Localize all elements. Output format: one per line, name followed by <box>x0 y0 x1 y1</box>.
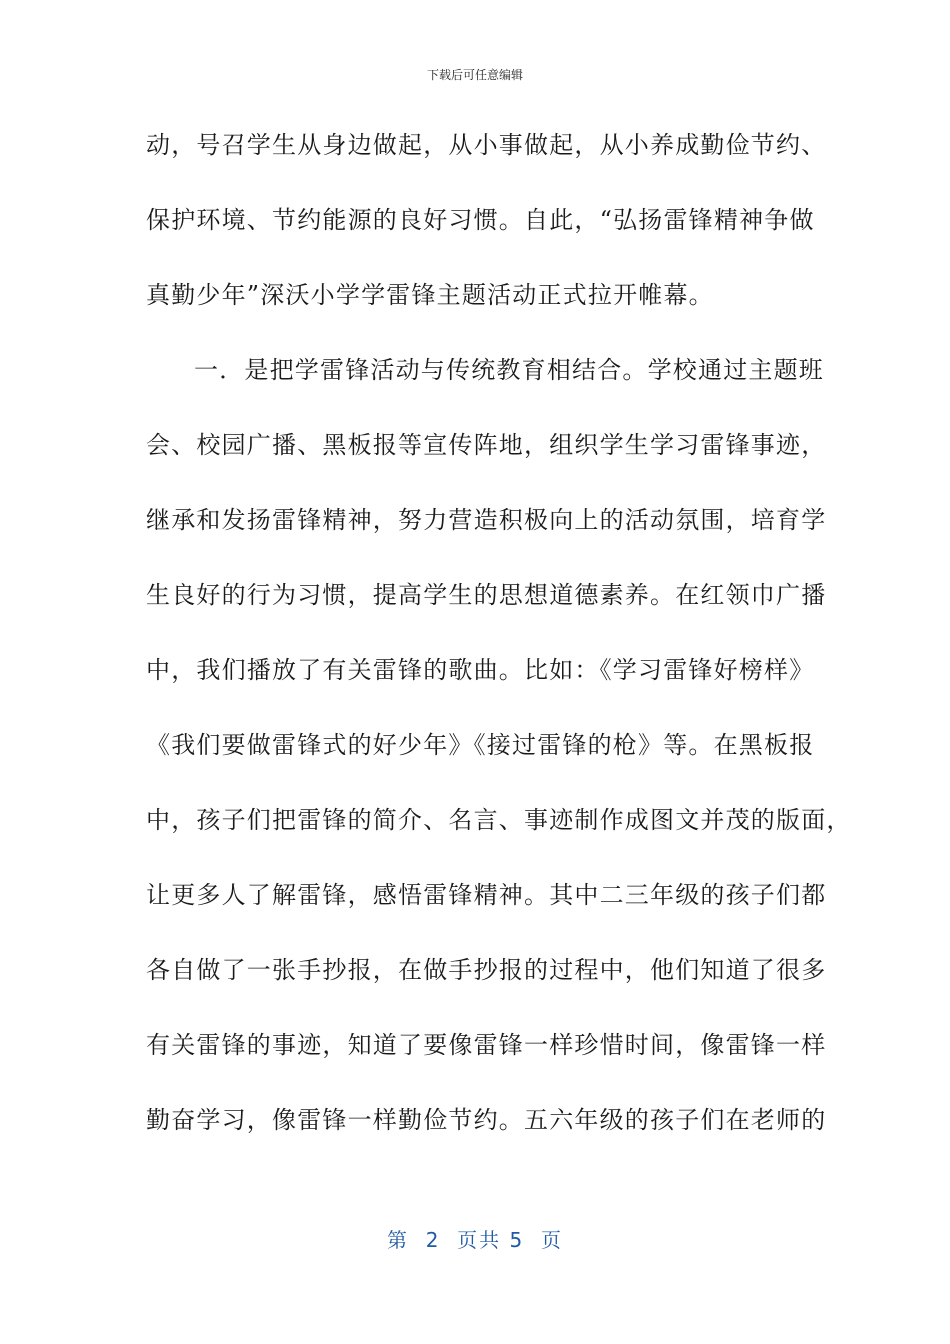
text-line: 勤奋学习，像雷锋一样勤俭节约。五六年级的孩子们在老师的 <box>146 1106 827 1134</box>
text-line: 生良好的行为习惯，提高学生的思想道德素养。在红领巾广播 <box>146 581 827 609</box>
text-line: 各自做了一张手抄报，在做手抄报的过程中，他们知道了很多 <box>146 956 827 984</box>
text-line: 动，号召学生从身边做起，从小事做起，从小养成勤俭节约、 <box>146 131 827 159</box>
text-line: 会、校园广播、黑板报等宣传阵地，组织学生学习雷锋事迹， <box>146 431 827 459</box>
document-body <box>146 120 852 1170</box>
text-line: 中，孩子们把雷锋的简介、名言、事迹制作成图文并茂的版面， <box>146 806 852 834</box>
text-line: 《我们要做雷锋式的好少年》《接过雷锋的枪》等。在黑板报 <box>146 731 815 759</box>
text-line: 让更多人了解雷锋，感悟雷锋精神。其中二三年级的孩子们都 <box>146 881 827 909</box>
page-number-footer: 第 2 页共 5 页 <box>387 1228 563 1252</box>
paragraph-start-line: 一．是把学雷锋活动与传统教育相结合。学校通过主题班 <box>194 356 824 384</box>
page-header: 下载后可任意编辑 <box>426 68 523 82</box>
text-line: 保护环境、节约能源的良好习惯。自此，“弘扬雷锋精神争做 <box>146 206 815 234</box>
text-line: 有关雷锋的事迹，知道了要像雷锋一样珍惜时间，像雷锋一样 <box>146 1031 827 1059</box>
text-line: 继承和发扬雷锋精神，努力营造积极向上的活动氛围，培育学 <box>146 506 827 534</box>
text-line: 中，我们播放了有关雷锋的歌曲。比如：《学习雷锋好榜样》 <box>146 656 815 684</box>
text-line: 真勤少年”深沃小学学雷锋主题活动正式拉开帷幕。 <box>146 281 714 309</box>
